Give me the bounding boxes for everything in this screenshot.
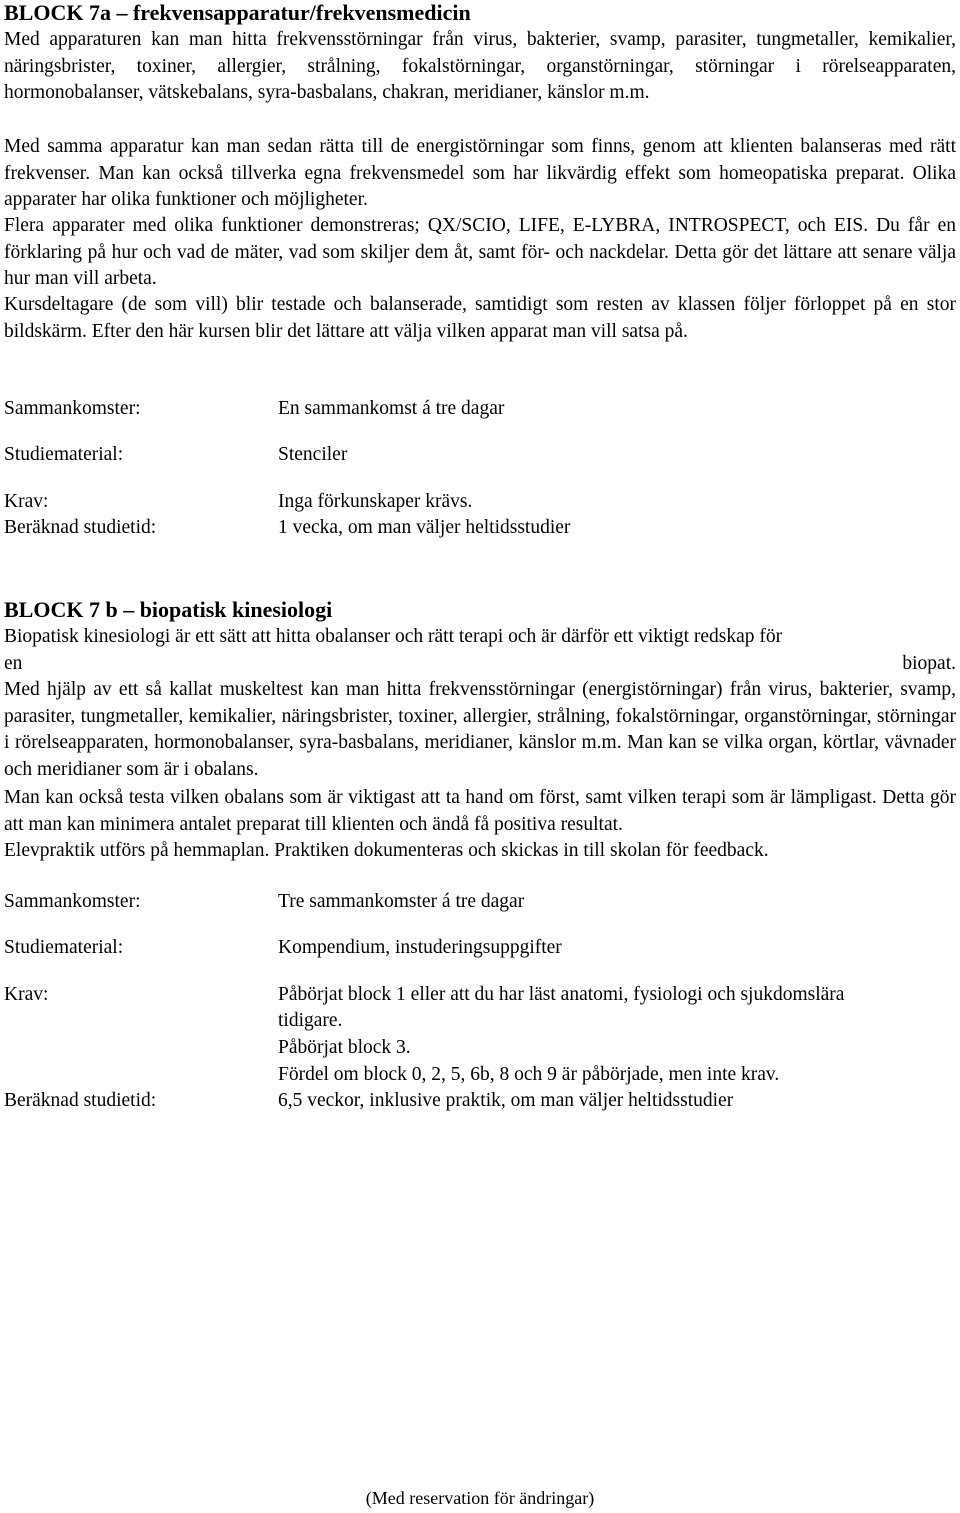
block-7a-paragraph-3: Flera apparater med olika funktioner demonstreras; QX/SCIO, LIFE, E-LYBRA, INTROSPECT, och EIS. Du får en förklaring på hur och vad de mäter, vad som skiljer dem åt, samt för- och nackdelar. Detta gör det lättare att senare välja hur man vill arbeta. [4,215,956,289]
block-7a-heading: BLOCK 7a – frekvensapparatur/frekvensmedicin [4,0,471,25]
block-7b-paragraph-1-line-2 [4,651,956,678]
block-7a-paragraph-2: Med samma apparatur kan man sedan rätta till de energistörningar som finns, genom att klienten balanseras med rätt frekvenser. Man kan också tillverka egna frekvensmedel som har likvärdig effekt som homeopatiska preparat. Olika apparater har olika funktioner och möjligheter. [4,136,956,210]
krav-label-7b: Krav: [4,984,49,1005]
block-7b-paragraph-3: Man kan också testa vilken obalans som är viktigast att ta hand om först, samt vilken terapi som är lämpligast. Detta gör att man kan minimera antalet preparat till klienten och ändå få positiva resultat. [4,787,956,835]
block-7b-heading: BLOCK 7 b – biopatisk kinesiologi [4,597,333,622]
block-7b-paragraph-2: Med hjälp av ett så kallat muskeltest kan man hitta frekvensstörningar (energistörningar) från virus, bakterier, svamp, parasiter, tungmetaller, kemikalier, näringsbrister, toxiner, allergier, strålning, fokalstörningar, organstörningar, störningar i rörelseapparaten, hormonobalanser, syra-basbalans, meridianer, känslor m.m. Man kan se vilka organ, körtlar, vävnader och meridianer som är i obalans. [4,679,956,780]
studiematerial-label-7b: Studiematerial: [4,937,124,958]
krav-value-line-3: Påbörjat block 3. [278,1037,411,1058]
footer-note: (Med reservation för ändringar) [365,1488,595,1508]
block-7b-paragraph-1-line-1: Biopatisk kinesiologi är ett sätt att hitta obalanser och rätt terapi och är därför ett viktigt redskap för [4,626,783,647]
krav-label: Krav: [4,491,49,512]
sammankomster-value: En sammankomst á tre dagar [278,398,505,419]
studiematerial-value-7b: Kompendium, instuderingsuppgifter [278,937,562,958]
sammankomster-value-7b: Tre sammankomster á tre dagar [278,891,525,912]
block-7a-paragraph-4: Kursdeltagare (de som vill) blir testade och balanserade, samtidigt som resten av klassen följer förloppet på en stor bildskärm. Efter den här kursen blir det lättare att välja vilken apparat man vill satsa på. [4,294,956,342]
block-7a-paragraph-1: Med apparaturen kan man hitta frekvensstörningar från virus, bakterier, svamp, parasiter, tungmetaller, kemikalier, näringsbrister, toxiner, allergier, strålning, fokalstörningar, organstörningar, störningar i rörelseapparaten, hormonobalanser, vätskebalans, syra-basbalans, chakran, meridianer, känslor m.m. [4,29,956,103]
studietid-label: Beräknad studietid: [4,517,157,538]
krav-value-line-2: tidigare. [278,1010,343,1031]
sammankomster-label: Sammankomster: [4,398,141,419]
studiematerial-value: Stenciler [278,444,348,465]
studietid-label-7b: Beräknad studietid: [4,1090,157,1111]
studiematerial-label: Studiematerial: [4,444,124,465]
studietid-value: 1 vecka, om man väljer heltidsstudier [278,517,571,538]
krav-value: Inga förkunskaper krävs. [278,491,473,512]
block-7b-line-2-right: biopat. [902,653,956,674]
studietid-value-7b: 6,5 veckor, inklusive praktik, om man väljer heltidsstudier [278,1090,734,1111]
block-7b-paragraph-4: Elevpraktik utförs på hemmaplan. Praktiken dokumenteras och skickas in till skolan för feedback. [4,840,769,861]
sammankomster-label-7b: Sammankomster: [4,891,141,912]
krav-value-line-1: Påbörjat block 1 eller att du har läst anatomi, fysiologi och sjukdomslära [278,984,845,1005]
block-7b-line-2-left: en [4,653,23,674]
krav-value-line-4: Fördel om block 0, 2, 5, 6b, 8 och 9 är påbörjade, men inte krav. [278,1064,780,1085]
